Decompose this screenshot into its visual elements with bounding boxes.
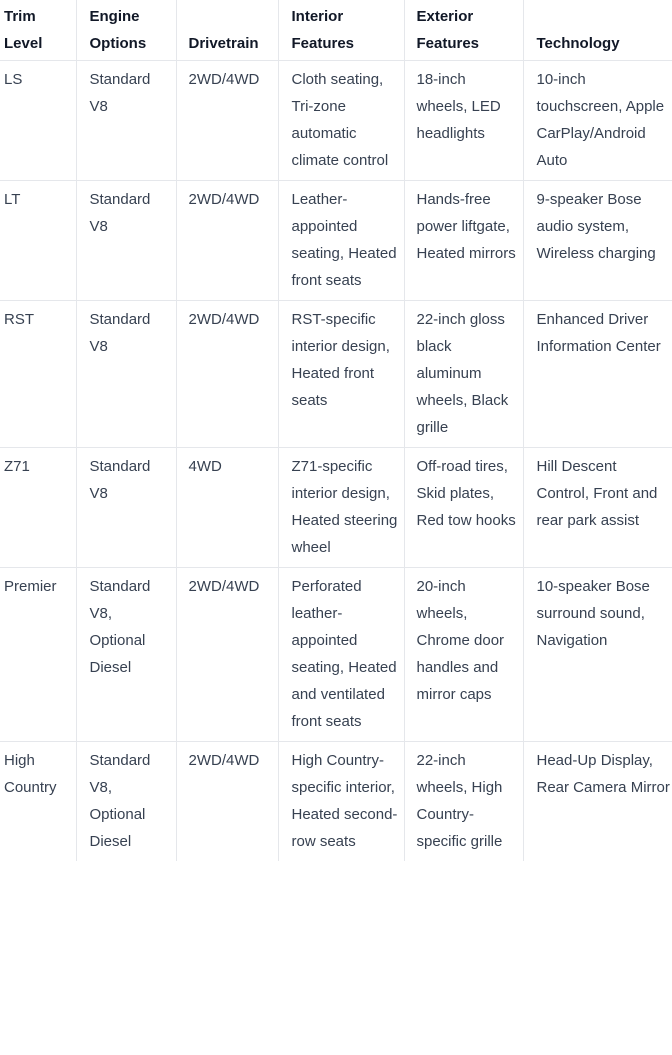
cell-drivetrain: 4WD xyxy=(176,448,278,568)
cell-engine-options: Standard V8 xyxy=(76,448,176,568)
cell-technology: 10-speaker Bose surround sound, Navigation xyxy=(523,568,672,742)
cell-trim-level: Premier xyxy=(0,568,76,742)
header-row xyxy=(0,0,672,61)
table-row xyxy=(0,568,672,742)
cell-technology: 9-speaker Bose audio system, Wireless charging xyxy=(523,181,672,301)
cell-exterior-features: 22-inch gloss black aluminum wheels, Black grille xyxy=(404,301,523,448)
cell-trim-level: LT xyxy=(0,181,76,301)
header-drivetrain: Drivetrain xyxy=(176,0,278,61)
cell-exterior-features: Off-road tires, Skid plates, Red tow hooks xyxy=(404,448,523,568)
cell-engine-options: Standard V8 xyxy=(76,61,176,181)
cell-drivetrain: 2WD/4WD xyxy=(176,181,278,301)
cell-drivetrain: 2WD/4WD xyxy=(176,742,278,862)
cell-exterior-features: 22-inch wheels, High Country-specific grille xyxy=(404,742,523,862)
cell-engine-options: Standard V8 xyxy=(76,181,176,301)
header-engine-options: Engine Options xyxy=(76,0,176,61)
cell-trim-level: High Country xyxy=(4,752,57,796)
cell-interior-features: RST-specific interior design, Heated front seats xyxy=(278,301,404,448)
cell-engine-options: Standard V8, Optional Diesel xyxy=(76,742,176,862)
header-technology: Technology xyxy=(523,0,672,61)
cell-engine-options: Standard V8 xyxy=(76,301,176,448)
cell-exterior-features: 20-inch wheels, Chrome door handles and mirror caps xyxy=(404,568,523,742)
table-body xyxy=(0,61,672,862)
cell-technology: Enhanced Driver Information Center xyxy=(523,301,672,448)
cell-drivetrain: 2WD/4WD xyxy=(176,301,278,448)
cell-interior-features: Z71-specific interior design, Heated steering wheel xyxy=(278,448,404,568)
cell-trim-level: LS xyxy=(0,61,76,181)
table-header xyxy=(0,0,672,61)
cell-technology: Hill Descent Control, Front and rear park assist xyxy=(523,448,672,568)
table-row xyxy=(0,448,672,568)
cell-interior-features: High Country-specific interior, Heated second-row seats xyxy=(278,742,404,862)
cell-drivetrain: 2WD/4WD xyxy=(176,61,278,181)
cell-trim-level: Z71 xyxy=(0,448,76,568)
cell-exterior-features: Hands-free power liftgate, Heated mirrors xyxy=(404,181,523,301)
cell-technology: 10-inch touchscreen, Apple CarPlay/Android Auto xyxy=(523,61,672,181)
cell-drivetrain: 2WD/4WD xyxy=(176,568,278,742)
table-row xyxy=(0,301,672,448)
cell-engine-options: Standard V8, Optional Diesel xyxy=(76,568,176,742)
header-trim-level: Trim Level xyxy=(0,0,76,61)
cell-exterior-features: 18-inch wheels, LED headlights xyxy=(404,61,523,181)
header-interior-features: Interior Features xyxy=(278,0,404,61)
table-row xyxy=(0,742,672,862)
cell-interior-features: Leather-appointed seating, Heated front seats xyxy=(278,181,404,301)
cell-interior-features: Perforated leather-appointed seating, Heated and ventilated front seats xyxy=(278,568,404,742)
table-row xyxy=(0,181,672,301)
cell-interior-features: Cloth seating, Tri-zone automatic climate control xyxy=(278,61,404,181)
cell-technology: Head-Up Display, Rear Camera Mirror xyxy=(523,742,672,862)
cell-trim-level: RST xyxy=(0,301,76,448)
table-row xyxy=(0,61,672,181)
header-exterior-features: Exterior Features xyxy=(404,0,523,61)
